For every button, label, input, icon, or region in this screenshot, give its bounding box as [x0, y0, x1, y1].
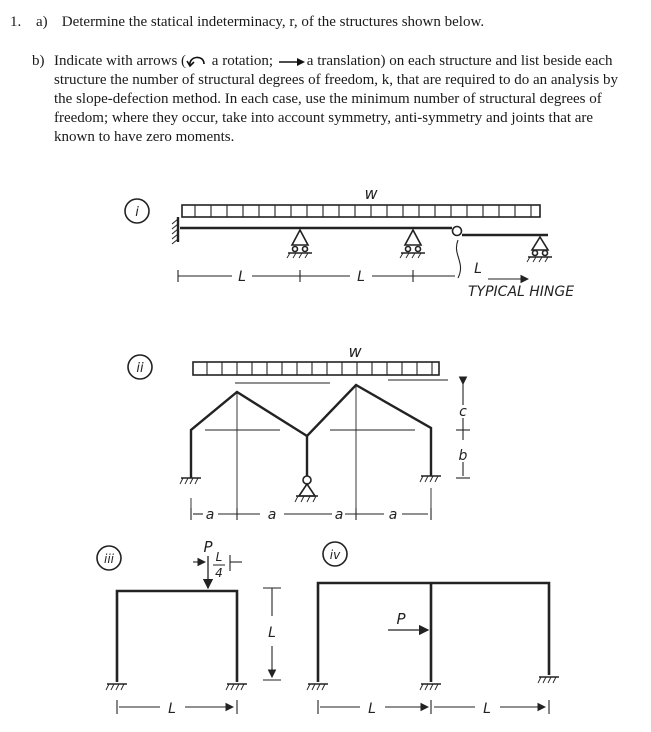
- figure-iii-fixed-support-left: [106, 684, 127, 690]
- figure-i-load-label: w: [364, 184, 378, 203]
- figure-i-dimension-line: [178, 270, 455, 282]
- part-a-label: a): [36, 14, 48, 30]
- figure-iv-frame: [318, 583, 549, 682]
- figure-ii-load-label: w: [348, 342, 362, 361]
- figure-iii-label: iii: [103, 552, 115, 566]
- figure-i-hinge: [453, 227, 462, 236]
- figure-iv-span-1: L: [368, 701, 376, 717]
- figure-i-distributed-load: [182, 205, 540, 217]
- figure-iv-span-2: L: [483, 701, 491, 717]
- figure-iv-fixed-support-center: [420, 684, 441, 690]
- figure-i-span-1: L: [238, 269, 246, 285]
- figure-ii-dim-a-4: a: [388, 507, 398, 523]
- figure-iii-fixed-support-right: [226, 684, 247, 690]
- figure-iii-span-label: L: [168, 701, 176, 717]
- figure-ii-center-lines: [191, 380, 448, 514]
- figure-iv-fixed-support-right: [538, 677, 559, 683]
- figure-iv-fixed-support-left: [307, 684, 328, 690]
- figure-iii-span-dimension: [117, 700, 237, 714]
- figure-ii-dim-c: c: [459, 404, 467, 420]
- figure-ii-dim-a-1: a: [205, 507, 215, 523]
- figure-i-span-3: L: [474, 261, 482, 277]
- figure-i-hinge-note: TYPICAL HINGE: [468, 284, 575, 300]
- figure-iii: [97, 538, 281, 717]
- figure-iii-offset-numerator: L: [215, 550, 223, 564]
- figure-ii-label: ii: [136, 361, 144, 376]
- figure-ii-fixed-support-right: [420, 476, 441, 482]
- figure-iv-load-label: P: [396, 610, 406, 628]
- part-b-text-1: Indicate with arrows (: [54, 53, 187, 69]
- question-number: 1.: [10, 14, 22, 30]
- figure-iii-height-label: L: [268, 625, 276, 641]
- figure-ii-frame: [191, 385, 431, 478]
- figure-ii-dim-a-3: a: [334, 507, 344, 523]
- part-b-translation: a translation) on each structure and list beside: [306, 53, 582, 69]
- figure-i-label: i: [135, 205, 139, 220]
- figure-i-roller-support-1: [287, 230, 312, 258]
- part-a-text: Determine the statical indeterminacy, r, of the structures shown below.: [61, 14, 485, 30]
- figure-i: [125, 184, 574, 300]
- figure-iv-label: iv: [329, 548, 341, 562]
- figure-ii-pin-support-center: [295, 476, 318, 502]
- figure-i-roller-support-2: [400, 230, 425, 258]
- figure-ii-fixed-support-left: [180, 478, 201, 484]
- figure-iv-span-dimensions: [318, 700, 549, 714]
- figure-i-span-2: L: [357, 269, 365, 285]
- figure-iii-load-label: P: [203, 538, 213, 556]
- figure-ii-dim-b: b: [458, 448, 468, 464]
- figure-ii: [128, 342, 470, 523]
- figure-i-hinge-leader: [456, 240, 460, 278]
- figure-iii-offset-denominator: 4: [215, 566, 223, 580]
- figure-ii-dim-a-2: a: [267, 507, 277, 523]
- part-b-label: b): [32, 53, 45, 69]
- figure-iv: [307, 542, 559, 717]
- figure-iii-frame: [117, 591, 237, 682]
- part-b-text-2: each structure the number of structural degrees of freedom, k, that are required to do an analysis by the slope-defection method. In each case, use the minimum number of structural degrees of freedom; where they occur, take into account symmetry, anti-symmetry and joints that are known to have zero moments.: [54, 53, 618, 145]
- figure-i-roller-support-3: [527, 237, 552, 262]
- part-b-rotation: a rotation;: [211, 53, 274, 69]
- figure-i-load-arrows: [195, 205, 531, 217]
- figure-ii-load-arrows: [207, 362, 432, 375]
